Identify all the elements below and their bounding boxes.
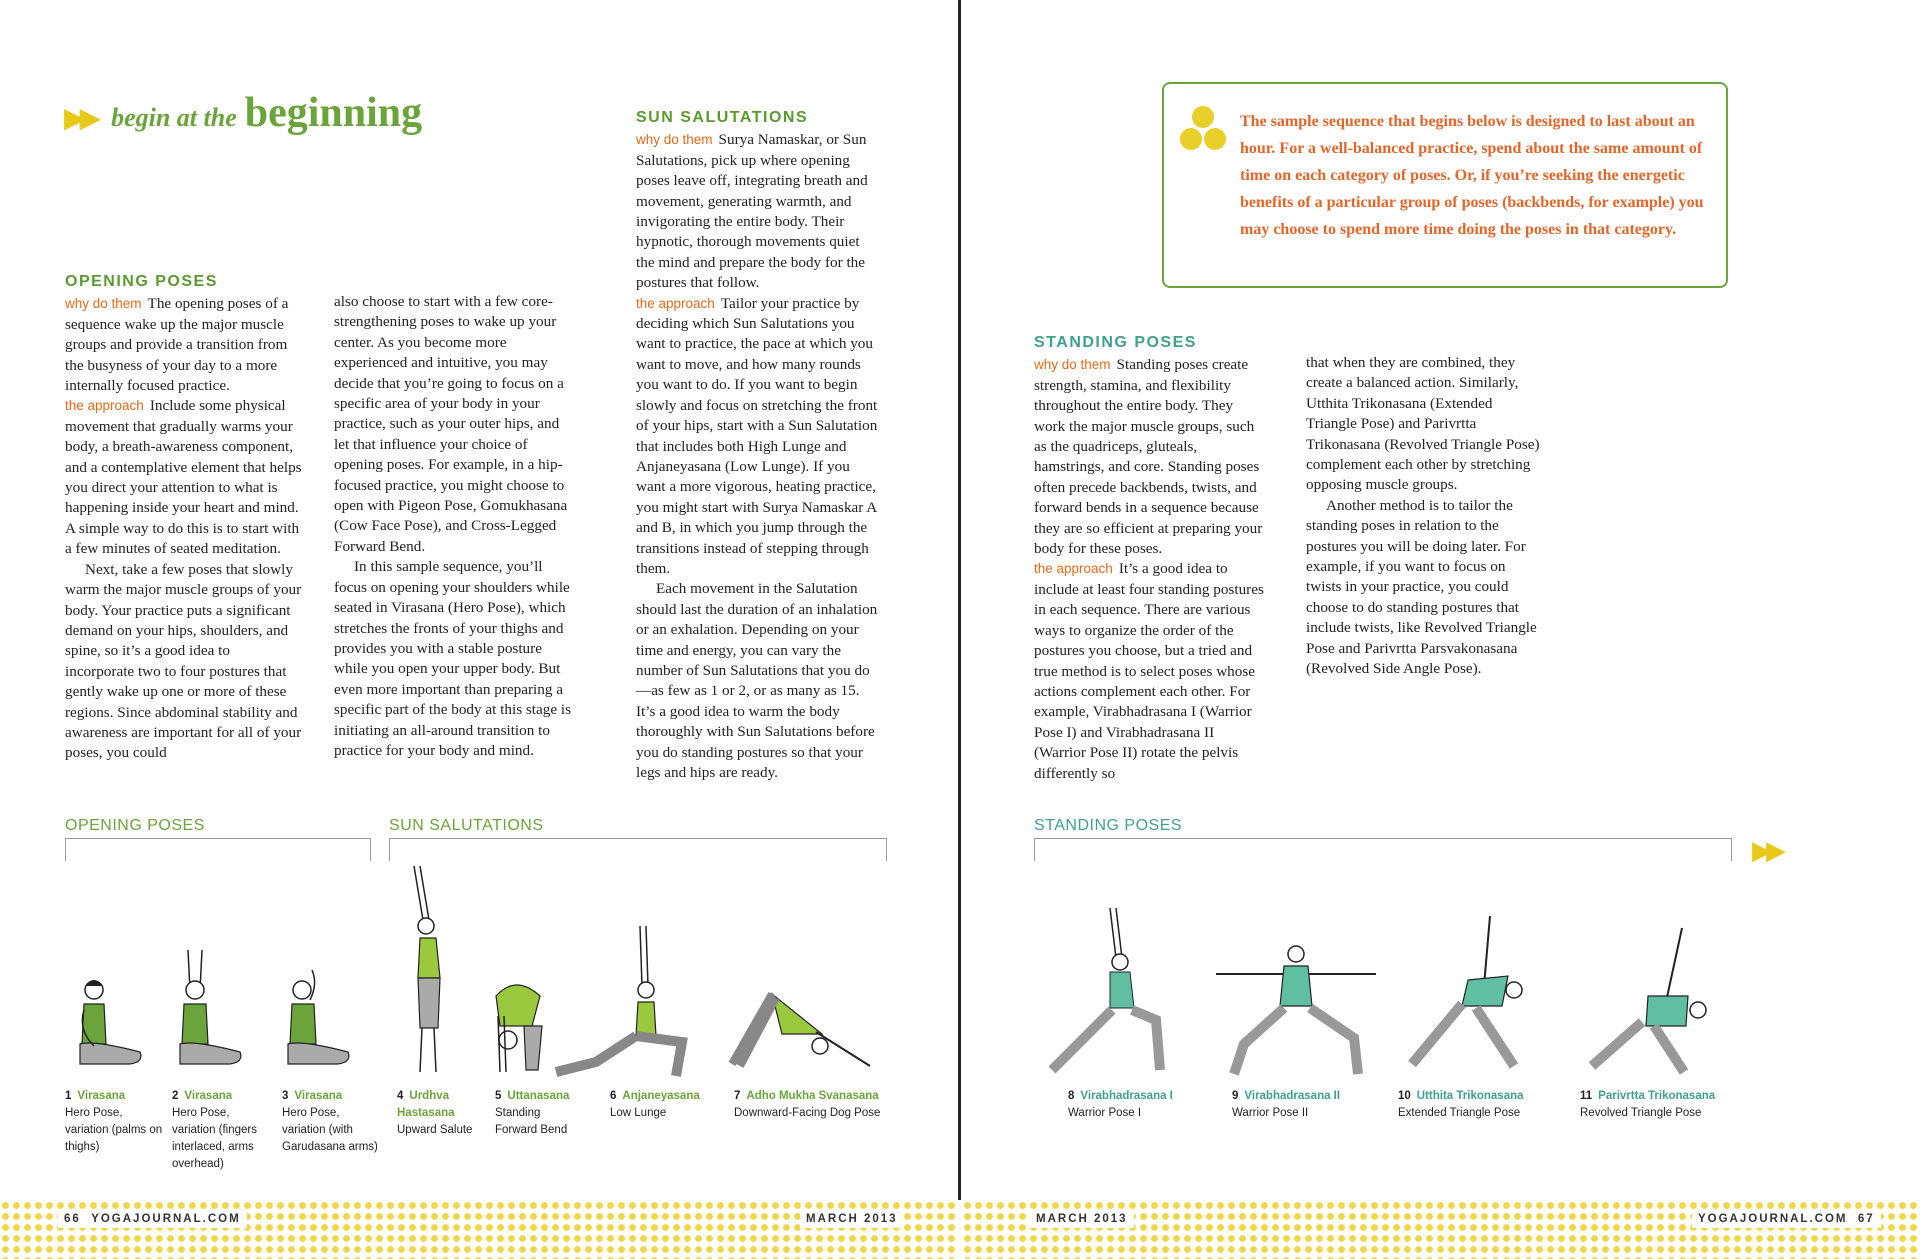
pose-caption-5: [495, 1088, 585, 1139]
pose-figure-9: [1214, 944, 1378, 1080]
sun-why: [636, 130, 880, 293]
pose-number: 9: [1232, 1090, 1239, 1102]
bracket-opening: [65, 838, 371, 861]
pose-number: 1: [65, 1090, 72, 1102]
footer-left-folio: [58, 1210, 247, 1228]
pose-caption-10: [1398, 1088, 1558, 1122]
pose-number: 11: [1580, 1090, 1593, 1102]
site-name: YOGAJOURNAL.COM: [1698, 1213, 1848, 1225]
pose-figure-1: [70, 970, 150, 1080]
standing-why-text: Standing poses create strength, stamina, and flexibility throughout the entire body. They work the major muscle groups, such as the quadriceps, gluteals, hamstrings, and core. Standing poses often precede backbends, twists, and forward bends in a sequence because they are so efficient at preparing your body for these poses.: [1034, 356, 1263, 558]
sun-why-text: Surya Namaskar, or Sun Salutations, pick up where opening poses leave off, integrating breath and movement, generating warmth, and invigorating the entire body. Their hypnotic, thorough movements quiet the mind and prepare the body for the postures that follow.: [636, 131, 868, 292]
pose-name: Uttanasana: [507, 1090, 570, 1102]
page-number: 67: [1857, 1213, 1875, 1225]
pose-number: 2: [172, 1090, 179, 1102]
pose-number: 7: [734, 1090, 741, 1102]
sun-column: [636, 108, 880, 783]
pose-name: Parivrtta Trikonasana: [1598, 1090, 1716, 1102]
pose-name: Utthita Trikonasana: [1416, 1090, 1524, 1102]
standing-col2-p2: Another method is to tailor the standing poses in relation to the postures you will be doing later. For example, if you want to focus on twists in your practice, you could choose to do standing postures that include twists, like Revolved Triangle Pose and Parivrtta Parsvakonasana (Revolved Side Angle Pose).: [1306, 496, 1537, 678]
pose-number: 4: [397, 1090, 404, 1102]
dots-icon: [1176, 106, 1230, 160]
bracket-sun: [389, 838, 887, 861]
pose-caption-11: [1580, 1088, 1750, 1122]
pose-figure-11: [1578, 926, 1718, 1080]
pose-number: 8: [1068, 1090, 1075, 1102]
sun-approach: [636, 294, 880, 580]
pose-name: Adho Mukha Svanasana: [746, 1090, 879, 1102]
standing-col2-p1: that when they are combined, they create a balanced action. Similarly, Utthita Trikonasana (Extended Triangle Pose) and Parivrtta Trikonasana (Revolved Triangle Pose) complement each other by stretching opposing muscle groups.: [1306, 354, 1540, 494]
pose-number: 5: [495, 1090, 502, 1102]
footer-right-date: MARCH 2013: [1030, 1210, 1134, 1228]
callout-text: The sample sequence that begins below is designed to last about an hour. For a well-balanced practice, spend about the same amount of time on each category of poses. Or, if you’re seeking the energetic benefits of a particular group of poses (backbends, for example) you may choose to spend more time doing the poses in that category.: [1240, 113, 1704, 238]
pose-number: 10: [1398, 1090, 1411, 1102]
approach-label: the approach: [65, 398, 144, 414]
pose-figure-4: [398, 864, 458, 1080]
pose-caption-9: [1232, 1088, 1382, 1122]
pose-caption-7: [734, 1088, 914, 1122]
pose-figure-10: [1398, 914, 1544, 1080]
pose-figure-2: [168, 946, 248, 1080]
standing-approach: [1034, 559, 1264, 783]
pose-name: Virabhadrasana I: [1080, 1090, 1173, 1102]
pose-description: Low Lunge: [610, 1107, 667, 1119]
continue-arrow-icon: ▶▶: [1752, 836, 1780, 866]
standing-approach-text: It’s a good idea to include at least four standing postures in each sequence. There are various ways to organize the order of the postures you choose, but a tried and true method is to select poses whose actions complement each other. For example, Virabhadrasana I (Warrior Pose I) and Virabhadrasana II (Warrior Pose II) rotate the pelvis differently so: [1034, 560, 1264, 782]
standing-why: [1034, 355, 1264, 559]
footer-left-date: MARCH 2013: [800, 1210, 904, 1228]
approach-label: the approach: [1034, 561, 1113, 577]
page-gutter: [958, 0, 961, 1200]
pose-caption-6: [610, 1088, 710, 1122]
opening-why-text: The opening poses of a sequence wake up the major muscle groups and provide a transition from the busyness of your day to a more internally focused practice.: [65, 295, 289, 395]
footer-left: [0, 1200, 958, 1259]
pose-name: Virasana: [184, 1090, 233, 1102]
opening-approach: [65, 396, 302, 559]
pose-description: Extended Triangle Pose: [1398, 1107, 1521, 1119]
pose-description: Revolved Triangle Pose: [1580, 1107, 1702, 1119]
pose-number: 3: [282, 1090, 289, 1102]
standing-heading: STANDING POSES: [1034, 334, 1197, 351]
sun-heading: SUN SALUTATIONS: [636, 109, 809, 126]
standing-column-2: [1306, 353, 1542, 680]
pose-caption-4: [397, 1088, 477, 1139]
footer-right: [962, 1200, 1920, 1259]
opening-approach-text: Include some physical movement that gradually warms your body, a breath-awareness component, and a contemplative element that helps you direct your attention to what is happening inside your heart and mind. A simple way to do this is to start with a few minutes of seated meditation.: [65, 397, 302, 558]
opening-paragraph-2: Next, take a few poses that slowly warm the major muscle groups of your body. Your practice puts a significant demand on your hips, shoulders, and spine, so it’s a good idea to incorporate two to four postures that gently wake up one or more of these regions. Since abdominal stability and awareness are important for all of your poses, you could: [65, 560, 302, 762]
section-kicker: [64, 92, 422, 134]
pose-description: Hero Pose, variation (palms on thighs): [65, 1107, 163, 1153]
pose-name: Virasana: [294, 1090, 343, 1102]
pose-name: Anjaneyasana: [622, 1090, 700, 1102]
sun-paragraph-2: Each movement in the Salutation should last the duration of an inhalation or an exhalation. Depending on your time and energy, you can vary the number of Sun Salutations that you do—as few as 1 or 2, or as many as 15. It’s a good idea to warm the body thoroughly with Sun Salutations before you do standing postures so that your legs and hips are ready.: [636, 580, 878, 781]
pose-description: Hero Pose, variation (with Garudasana arms): [282, 1107, 378, 1153]
pose-name: Virabhadrasana II: [1244, 1090, 1341, 1102]
pose-figure-3: [280, 960, 360, 1080]
pose-description: Downward-Facing Dog Pose: [734, 1107, 881, 1119]
page-number: 66: [64, 1213, 81, 1225]
pose-description: Hero Pose, variation (fingers interlaced, arms overhead): [172, 1107, 258, 1170]
pose-caption-1: [65, 1088, 165, 1156]
pose-description: Warrior Pose I: [1068, 1107, 1142, 1119]
site-name: YOGAJOURNAL.COM: [91, 1213, 241, 1225]
pose-description: Standing Forward Bend: [495, 1107, 568, 1136]
standing-column-1: [1034, 333, 1264, 784]
pose-name: Virasana: [77, 1090, 126, 1102]
opening-col2-p2: In this sample sequence, you’ll focus on opening your shoulders while seated in Virasana (Hero Pose), which stretches the fronts of your thighs and provides you with a stable posture while you open your upper body. But even more important than preparing a specific part of the body at this stage is initiating an all-around transition to practice for your body and mind.: [334, 558, 572, 759]
pose-description: Upward Salute: [397, 1124, 473, 1136]
opening-column-2: [334, 292, 572, 761]
sun-approach-text: Tailor your practice by deciding which Sun Salutations you want to practice, the pace at which you want to move, and how many rounds you want to do. If you want to begin slowly and focus on stretching the front of your hips, start with a Sun Salutation that includes both High Lunge and Anjaneyasana (Low Lunge). If you want a more vigorous, heating practice, you might start with Surya Namaskar A and B, in which you jump through the transitions instead of stepping through them.: [636, 294, 878, 577]
double-arrow-icon: ▶▶: [64, 101, 96, 134]
pose-number: 6: [610, 1090, 617, 1102]
why-label: why do them: [636, 132, 713, 148]
pose-description: Warrior Pose II: [1232, 1107, 1309, 1119]
pose-figure-5: [488, 976, 550, 1080]
opening-col2-p1: also choose to start with a few core-strengthening poses to wake up your center. As you become more experienced and intuitive, you may decide that you’re going to focus on a specific area of your body in your practice, such as your outer hips, and let that influence your choice of opening poses. For example, in a hip-focused practice, you might choose to open with Pigeon Pose, Gomukhasana (Cow Face Pose), and Cross-Legged Forward Bend.: [334, 293, 568, 555]
pose-name: Urdhva Hastasana: [397, 1090, 455, 1119]
why-label: why do them: [1034, 357, 1111, 373]
label-opening-poses: OPENING POSES: [65, 817, 205, 834]
pose-figure-8: [1040, 906, 1180, 1080]
bracket-standing: [1034, 838, 1732, 861]
kicker-small: begin at the: [111, 103, 237, 132]
kicker-title: beginning: [244, 90, 423, 136]
pose-figure-7: [712, 990, 882, 1080]
pose-caption-3: [282, 1088, 382, 1156]
why-label: why do them: [65, 296, 142, 312]
opening-why: [65, 294, 302, 396]
callout-box: [1162, 82, 1728, 288]
label-standing-poses: STANDING POSES: [1034, 817, 1183, 834]
pose-caption-2: [172, 1088, 272, 1173]
footer-right-folio: [1692, 1210, 1881, 1228]
label-sun-salutations: SUN SALUTATIONS: [389, 817, 544, 834]
approach-label: the approach: [636, 295, 715, 311]
pose-figure-6: [552, 924, 702, 1080]
opening-heading: OPENING POSES: [65, 273, 218, 290]
opening-column-1: [65, 272, 302, 764]
pose-caption-8: [1068, 1088, 1208, 1122]
